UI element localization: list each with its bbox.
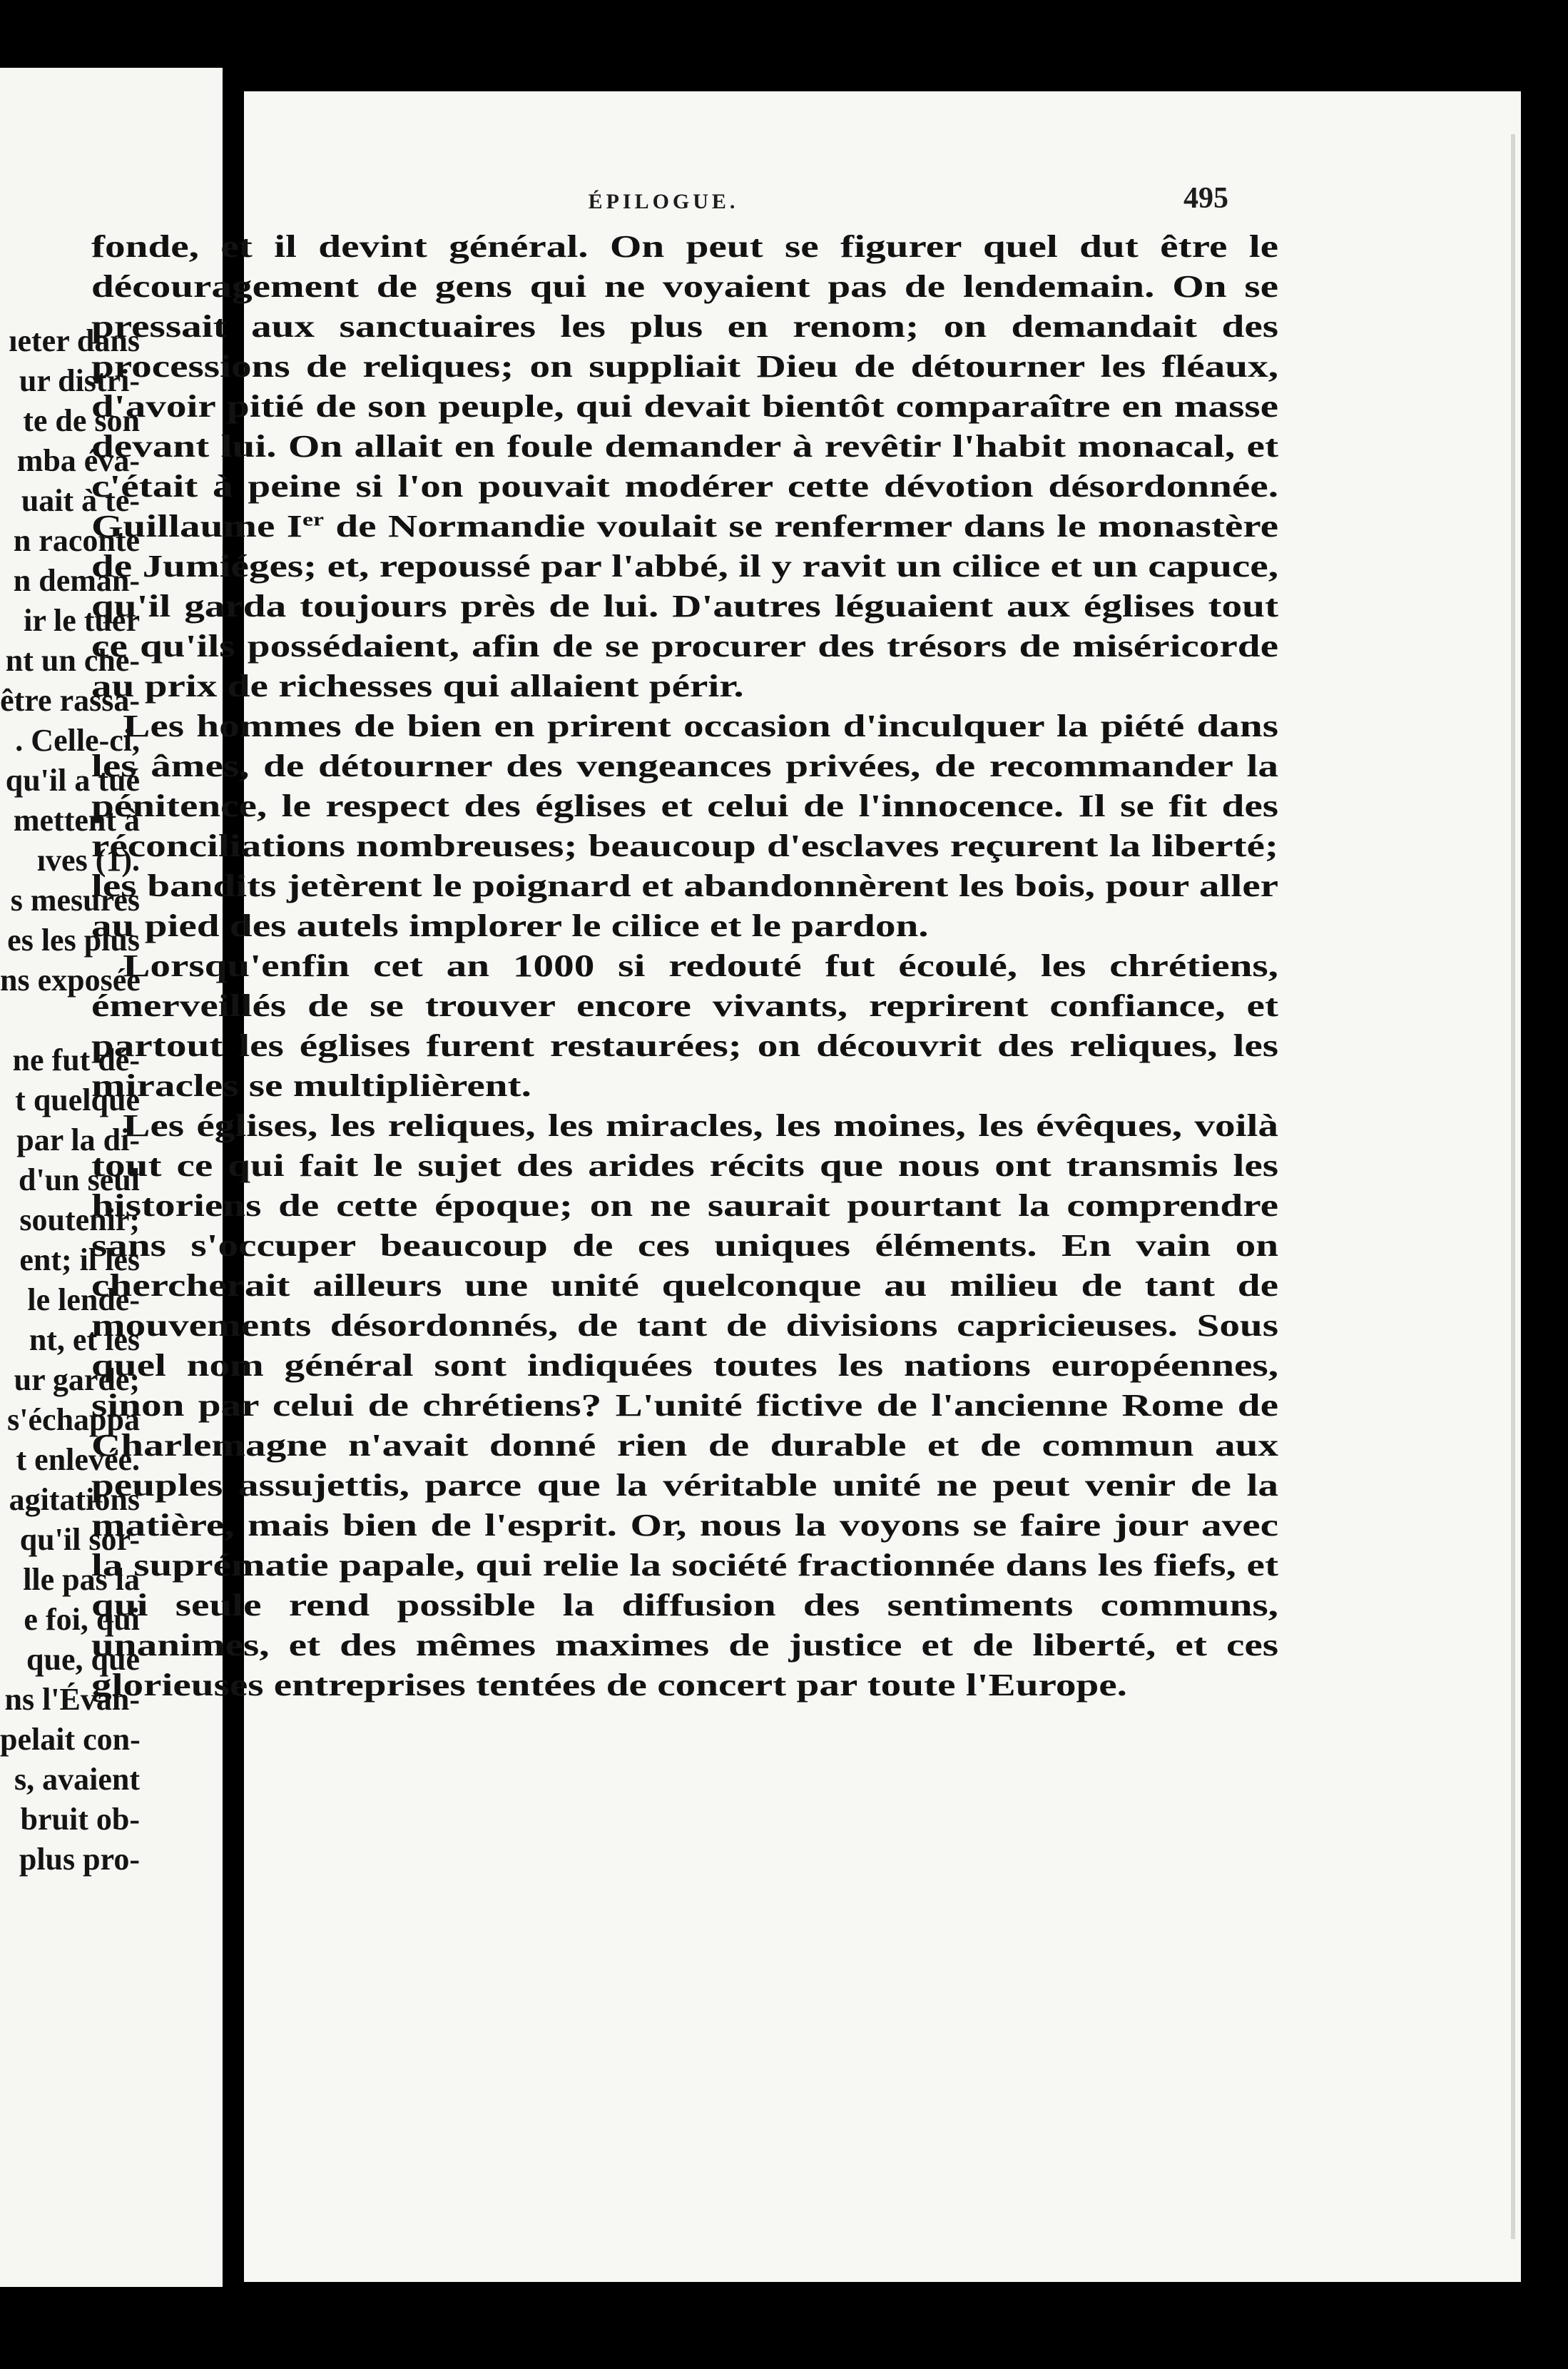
left-page-line: qu'il a tué	[5, 763, 140, 798]
left-page-line: s'échappa	[7, 1402, 140, 1437]
paragraph-3: Lorsqu'enfin cet an 1000 si redouté fut écoulé, les chrétiens, émerveillés de se trouver encore vivants, reprirent confiance, et partout les églises furent restaurées; on découvrit des reliques, les miracles se multiplièrent.	[91, 948, 1279, 1103]
left-page-line: le lende-	[27, 1282, 140, 1317]
body-text	[91, 227, 1278, 1705]
left-page-line: plus pro-	[19, 1842, 140, 1877]
left-page-line: ns l'Évan-	[4, 1682, 140, 1717]
left-page-line: être rassa-	[0, 683, 140, 718]
left-page-line: agitations	[9, 1482, 140, 1517]
guillaume-ordinal: er	[302, 509, 325, 530]
left-page-line: mba éva-	[16, 443, 140, 478]
left-page-line: ıves (1).	[36, 843, 140, 878]
left-page-line: nt, et les	[29, 1322, 140, 1357]
left-page-line: nt un che-	[5, 643, 140, 678]
running-head	[93, 177, 1234, 223]
paragraph-1-text: fonde, et il devint général. On peut se figurer quel dut être le découragement de gens qui ne voyaient pas de lendemain. On se pressait aux sanctuaires les plus en renom; on demandait des processions de reliques; on suppliait Dieu de détourner les fléaux, d'avoir pitié de son peuple, qui devait bientôt comparaître en masse devant lui. On allait en foule demander à revêtir l'habit monacal, et c'était à peine si l'on pouvait modérer cette dévotion désordonnée.	[91, 229, 1278, 504]
page-edge	[1511, 134, 1515, 2239]
paragraph-2: Les hommes de bien en prirent occasion d'inculquer la piété dans les âmes, de détourner des vengeances privées, de recommander la pénitence, le respect des églises et celui de l'innocence. Il se fit des réconciliations nombreuses; beaucoup d'esclaves reçurent la liberté; les bandits jetèrent le poignard et abandonnèrent les bois, pour aller au pied des autels implorer le cilice et le pardon.	[91, 709, 1279, 943]
paragraph-1-continued: de Normandie voulait se renfermer dans le monastère de Jumiéges; et, repoussé par l'abbé, il y ravit un cilice et un capuce, qu'il garda toujours près de lui. D'autres léguaient aux églises tout ce qu'ils possédaient, afin de se procurer des trésors de miséricorde au prix de richesses qui allaient périr.	[91, 509, 1278, 704]
left-page-line: n raconte	[13, 523, 140, 558]
left-page-line: uait à te-	[21, 483, 140, 518]
left-page-line: que, que	[26, 1642, 140, 1677]
left-page-line: ent; il les	[19, 1242, 140, 1277]
left-page-line: ur distri-	[19, 363, 140, 398]
left-page-line: ns exposée	[0, 963, 141, 998]
left-page-line: soutenir;	[19, 1202, 140, 1237]
page-number: 495	[1183, 182, 1228, 215]
left-page-line: ne fut dé-	[12, 1043, 140, 1077]
left-page-line: pelait con-	[0, 1722, 141, 1757]
left-page-line: es les plus	[7, 923, 140, 958]
left-page-line: te de son	[23, 403, 140, 438]
left-page-line: s, avaient	[14, 1762, 140, 1797]
paragraph-4: Les églises, les reliques, les miracles, les moines, les évêques, voilà tout ce qui fait le sujet des arides récits que nous ont transmis les historiens de cette époque; on ne saurait pourtant la comprendre sans s'occuper beaucoup de ces uniques éléments. En vain on chercherait ailleurs une unité quelconque au milieu de tant de mouvements désordonnés, de tant de divisions capricieuses. Sous quel nom général sont indiquées toutes les nations européennes, sinon par celui de chrétiens? L'unité fictive de l'ancienne Rome de Charlemagne n'avait donné rien de durable et de commun aux peuples assujettis, parce que la véritable unité ne peut venir de la matière, mais bien de l'esprit. Or, nous la voyons se faire jour avec la suprématie papale, qui relie la société fractionnée dans les fiefs, et qui seule rend possible la diffusion des sentiments communs, unanimes, et des mêmes maximes de justice et de liberté, et ces glorieuses entreprises tentées de concert par toute l'Europe.	[91, 1108, 1279, 1703]
left-page-line: d'un seul	[19, 1162, 140, 1197]
guillaume-name: Guillaume I	[91, 509, 303, 544]
left-page-line: . Celle-ci,	[15, 723, 140, 758]
left-page-line: s mesures	[10, 883, 140, 918]
left-page-line: t enlevée.	[16, 1442, 140, 1477]
left-page-line: mettent à	[13, 803, 140, 838]
paragraph-1	[91, 227, 1278, 706]
left-page-line: bruit ob-	[20, 1802, 140, 1837]
left-page-line: n deman-	[13, 563, 140, 598]
left-page-line: ur garde;	[14, 1362, 140, 1397]
left-page-line: e foi, qui	[24, 1602, 140, 1637]
left-page-line: par la di-	[16, 1122, 140, 1157]
left-page-line: ıeter dans	[9, 323, 140, 358]
left-page-line: lle pas la	[23, 1562, 140, 1597]
left-page-line: qu'il sor-	[19, 1522, 140, 1557]
left-page-line: t quelque	[15, 1082, 140, 1117]
running-title: ÉPILOGUE.	[588, 190, 739, 213]
left-page-line: ir le tuer	[24, 603, 140, 638]
